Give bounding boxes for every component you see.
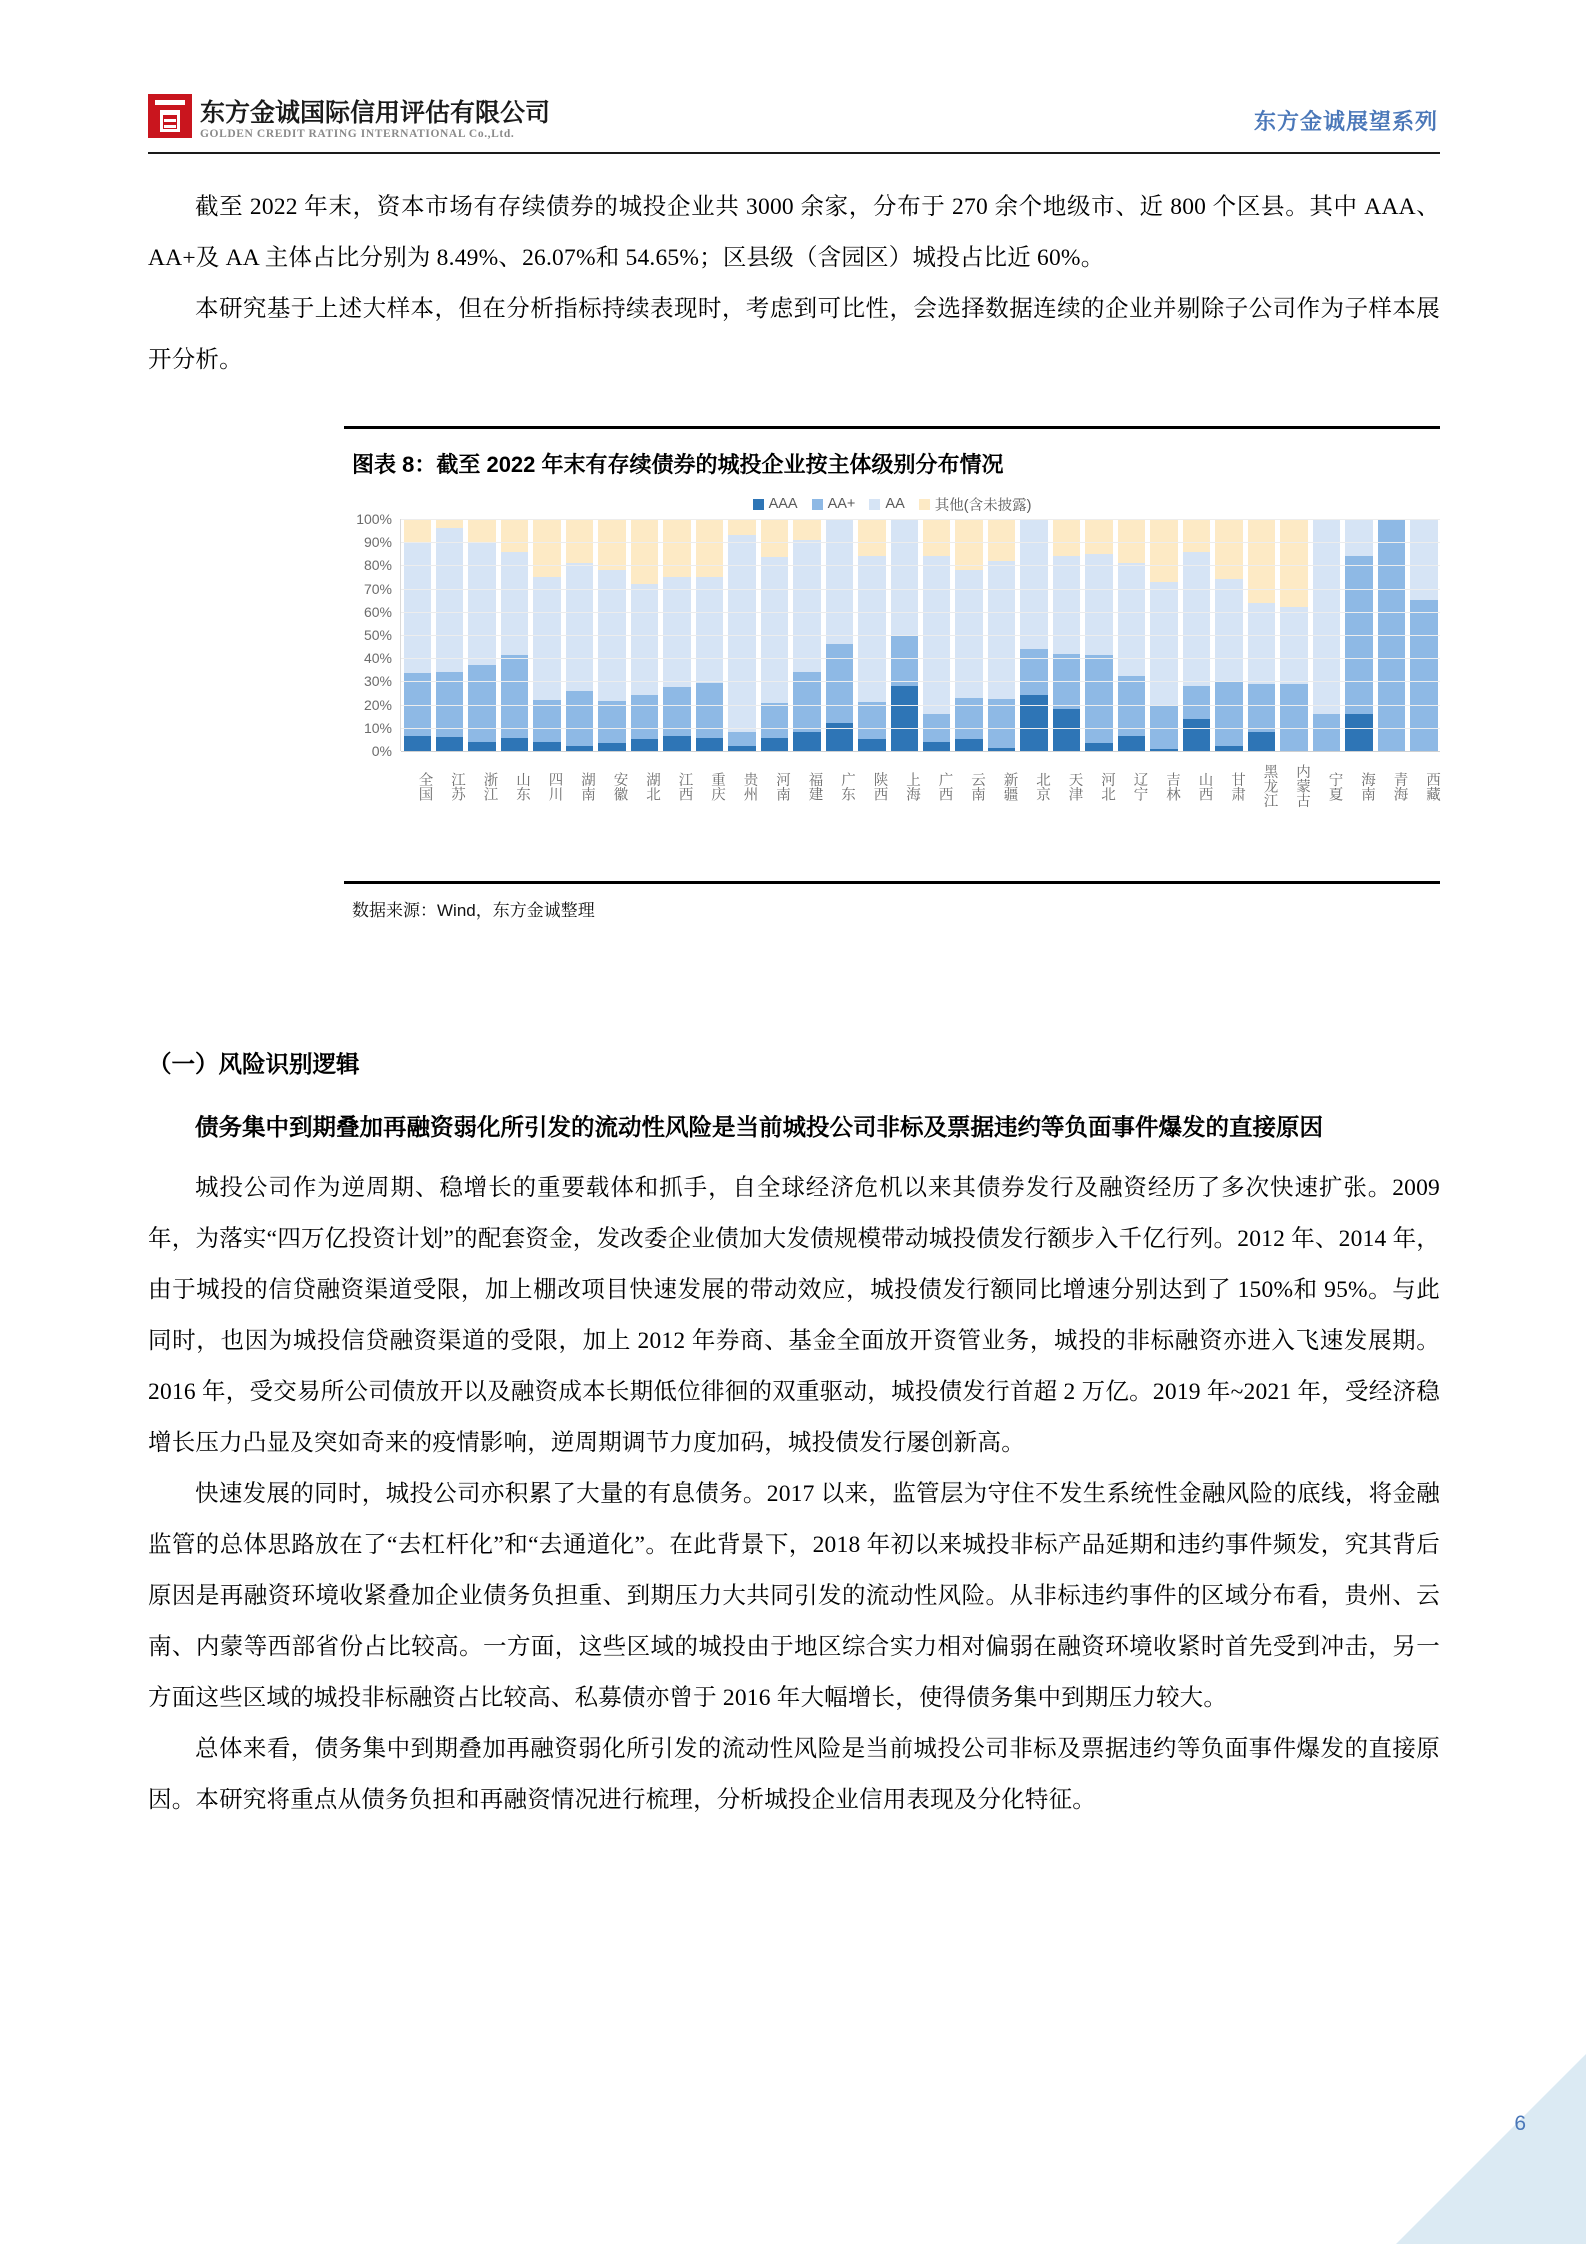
chart-bar-segment xyxy=(1215,579,1242,681)
logo-seal-icon xyxy=(148,94,192,138)
x-axis-tick-label: 浙江 xyxy=(481,771,498,801)
chart-gridline xyxy=(401,612,1440,613)
x-axis-tick-label: 黑龙江 xyxy=(1261,764,1278,808)
chart-bar-segment xyxy=(468,665,495,742)
chart-bar-segment xyxy=(1215,519,1242,579)
chart-bar-segment xyxy=(566,691,593,747)
chart-bar-segment xyxy=(1248,519,1275,603)
chart-bar-segment xyxy=(858,519,885,556)
chart-gridline xyxy=(401,565,1440,566)
chart-bar-segment xyxy=(696,577,723,683)
chart-bar-segment xyxy=(598,519,625,570)
document-body-lower xyxy=(148,1040,1440,1826)
legend-swatch-icon xyxy=(753,499,764,510)
y-axis-tick-label: 70% xyxy=(363,580,392,597)
chart-bar-segment xyxy=(793,732,820,751)
x-axis-tick-label: 山东 xyxy=(514,771,530,801)
x-axis-tick-label: 湖南 xyxy=(579,771,595,801)
figure-bottom-rule xyxy=(344,881,1440,884)
chart-bar-segment xyxy=(663,577,690,687)
x-axis-tick-label: 福建 xyxy=(806,771,823,801)
chart-bar-segment xyxy=(793,540,820,672)
x-axis-tick-label: 上海 xyxy=(904,771,920,801)
chart-bar-segment xyxy=(826,519,853,644)
chart-bar-segment xyxy=(891,686,918,751)
x-axis-tick-label: 河南 xyxy=(774,771,790,801)
legend-item xyxy=(919,494,1032,515)
chart-gridline xyxy=(401,658,1440,659)
chart-bar-segment xyxy=(404,542,431,673)
chart-bar-segment xyxy=(1280,607,1307,684)
chart-bar-segment xyxy=(1345,714,1372,751)
chart-bar-segment xyxy=(1150,582,1177,705)
chart-bar-segment xyxy=(663,519,690,577)
chart-bar-segment xyxy=(1118,736,1145,751)
logo-text-block xyxy=(200,98,551,141)
x-axis-tick-label: 江西 xyxy=(676,771,693,801)
chart-bar-segment xyxy=(826,644,853,723)
x-axis-tick-label: 四川 xyxy=(546,771,563,801)
x-axis-tick-label: 吉林 xyxy=(1164,771,1180,801)
x-axis-tick-label: 重庆 xyxy=(709,771,725,801)
chart-bar-segment xyxy=(566,563,593,691)
chart-bar-segment xyxy=(1150,519,1177,582)
chart-bar-segment xyxy=(533,742,560,751)
legend-swatch-icon xyxy=(812,499,823,510)
paragraph-1: 截至 2022 年末，资本市场有存续债券的城投企业共 3000 余家，分布于 270 余个地级市、近 800 个区县。其中 AAA、AA+及 AA 主体占比分别为 8.49%、26.07%和 54.65%；区县级（含园区）城投占比近 60%。 xyxy=(148,194,1440,271)
chart-bar-segment xyxy=(1313,519,1340,714)
section-heading: （一）风险识别逻辑 xyxy=(148,1051,360,1077)
y-axis-tick-label: 80% xyxy=(363,557,392,574)
chart-bar-segment xyxy=(1345,519,1372,556)
paragraph-4: 快速发展的同时，城投公司亦积累了大量的有息债务。2017 以来，监管层为守住不发生系统性金融风险的底线，将金融监管的总体思路放在了“去杠杆化”和“去通道化”。在此背景下，2018 年初以来城投非标产品延期和违约事件频发，究其背后原因是再融资环境收紧叠加企业债务负担重、到期压力大共同引发的流动性风险。从非标违约事件的区域分布看，贵州、云南、内蒙等西部省份占比较高。一方面，这些区域的城投由于地区综合实力相对偏弱在融资环境收紧时首先受到冲击，另一方面这些区域的城投非标融资占比较高、私募债亦曾于 2016 年大幅增长，使得债务集中到期压力较大。 xyxy=(148,1481,1440,1711)
chart-y-axis xyxy=(344,511,398,759)
chart-bar-segment xyxy=(468,542,495,665)
chart-bar-segment xyxy=(923,519,950,556)
chart-bar-segment xyxy=(598,743,625,751)
chart-bar-segment xyxy=(598,701,625,743)
x-axis-tick-label: 广西 xyxy=(936,771,953,801)
chart-gridline xyxy=(401,681,1440,682)
chart-x-axis xyxy=(400,757,1440,815)
chart-bar-segment xyxy=(955,739,982,751)
y-axis-tick-label: 10% xyxy=(363,719,392,736)
y-axis-tick-label: 60% xyxy=(363,603,392,620)
chart-gridline xyxy=(401,705,1440,706)
legend-label: 其他(含未披露) xyxy=(934,497,1032,514)
chart-plot xyxy=(344,511,1440,808)
chart-bar-segment xyxy=(1248,603,1275,684)
x-axis-tick-label: 新疆 xyxy=(1001,771,1018,801)
chart-bar-segment xyxy=(468,742,495,751)
chart-bar-segment xyxy=(501,519,528,551)
legend-swatch-icon xyxy=(869,499,880,510)
chart-bar-segment xyxy=(1020,519,1047,649)
figure-title: 图表 8：截至 2022 年末有存续债券的城投企业按主体级别分布情况 xyxy=(352,452,1004,477)
chart-bar-segment xyxy=(631,584,658,695)
chart-bar-segment xyxy=(501,552,528,655)
page-header xyxy=(148,78,1438,140)
legend-item xyxy=(753,496,798,512)
legend-item xyxy=(812,496,856,512)
chart-gridline xyxy=(401,519,1440,520)
chart-bar-segment xyxy=(631,519,658,584)
header-divider xyxy=(148,152,1440,154)
legend-item xyxy=(869,496,904,512)
chart-bar-segment xyxy=(761,738,788,751)
x-axis-tick-label: 甘肃 xyxy=(1229,771,1245,801)
chart-bar-segment xyxy=(501,738,528,751)
chart-bar-segment xyxy=(1150,705,1177,749)
y-axis-tick-label: 40% xyxy=(363,650,392,667)
chart-bar-segment xyxy=(761,519,788,557)
chart-bar-segment xyxy=(501,655,528,739)
x-axis-tick-label: 宁夏 xyxy=(1326,771,1343,801)
chart-bar-segment xyxy=(533,519,560,577)
chart-bar-segment xyxy=(858,739,885,751)
chart-bar-segment xyxy=(988,561,1015,699)
chart-gridline xyxy=(401,728,1440,729)
legend-label: AA+ xyxy=(827,496,856,512)
company-logo xyxy=(148,94,550,140)
chart-bar-segment xyxy=(436,519,463,528)
paragraph-3: 城投公司作为逆周期、稳增长的重要载体和抓手，自全球经济危机以来其债券发行及融资经历了多次快速扩张。2009 年，为落实“四万亿投资计划”的配套资金，发改委企业债加大发债规模带动城投债发行额步入千亿行列。2012 年、2014 年，由于城投的信贷融资渠道受限，加上棚改项目快速发展的带动效应，城投债发行额同比增速分别达到了 150%和 95%。与此同时，也因为城投信贷融资渠道的受限，加上 2012 年券商、基金全面放开资管业务，城投的非标融资亦进入飞速发展期。2016 年，受交易所公司债放开以及融资成本长期低位徘徊的双重驱动，城投债发行首超 2 万亿。2019 年~2021 年，受经济稳增长压力凸显及突如奇来的疫情影响，逆周期调节力度加码，城投债发行屡创新高。 xyxy=(148,1175,1440,1456)
y-axis-tick-label: 90% xyxy=(363,534,392,551)
chart-bar-segment xyxy=(696,683,723,739)
x-axis-tick-label: 陕西 xyxy=(871,771,888,801)
x-axis-tick-label: 河北 xyxy=(1099,771,1115,801)
chart-bar-segment xyxy=(436,737,463,751)
chart-bar-segment xyxy=(1085,519,1112,554)
chart-bar-segment xyxy=(1053,709,1080,751)
chart-bar-segment xyxy=(891,519,918,635)
x-axis-tick-label: 云南 xyxy=(969,771,985,801)
paragraph-2: 本研究基于上述大样本，但在分析指标持续表现时，考虑到可比性，会选择数据连续的企业并剔除子公司作为子样本展开分析。 xyxy=(148,296,1440,373)
paragraph-5: 总体来看，债务集中到期叠加再融资弱化所引发的流动性风险是当前城投公司非标及票据违约等负面事件爆发的直接原因。本研究将重点从债务负担和再融资情况进行梳理，分析城投企业信用表现及分化特征。 xyxy=(148,1736,1440,1813)
x-axis-tick-label: 北京 xyxy=(1034,771,1050,801)
chart-bar-segment xyxy=(858,556,885,702)
chart-bar-segment xyxy=(728,732,755,746)
chart-bar-segment xyxy=(858,702,885,739)
footer-corner-decoration xyxy=(1396,2054,1586,2244)
x-axis-tick-label: 广东 xyxy=(839,771,855,801)
x-axis-tick-label: 山西 xyxy=(1196,771,1213,801)
legend-label: AAA xyxy=(768,496,798,512)
chart-bar-segment xyxy=(1248,732,1275,751)
chart-bar-segment xyxy=(1280,519,1307,607)
chart-bar-segment xyxy=(955,519,982,570)
chart-bar-segment xyxy=(1313,714,1340,751)
chart-bar-segment xyxy=(1280,684,1307,751)
chart-bar-segment xyxy=(761,703,788,738)
chart-bar-segment xyxy=(1020,649,1047,695)
x-axis-tick-label: 天津 xyxy=(1066,771,1083,801)
chart-gridline xyxy=(401,542,1440,543)
chart-bar-segment xyxy=(696,519,723,577)
chart-legend xyxy=(344,493,1440,515)
y-axis-tick-label: 30% xyxy=(363,673,392,690)
y-axis-tick-label: 20% xyxy=(363,696,392,713)
chart-bar-segment xyxy=(891,635,918,686)
x-axis-tick-label: 内蒙古 xyxy=(1294,764,1310,808)
x-axis-tick-label: 全国 xyxy=(416,771,433,801)
figure-top-rule xyxy=(344,426,1440,429)
logo-company-name-cn: 东方金诚国际信用评估有限公司 xyxy=(200,98,551,127)
chart-bar-segment xyxy=(404,736,431,751)
chart-bar-segment xyxy=(1085,554,1112,655)
chart-bar-segment xyxy=(923,742,950,751)
chart-bar-segment xyxy=(1183,552,1210,687)
chart-bar-segment xyxy=(696,738,723,751)
chart-bar-segment xyxy=(1215,681,1242,746)
chart-bar-segment xyxy=(1085,743,1112,751)
chart-gridline xyxy=(401,635,1440,636)
x-axis-tick-label: 安徽 xyxy=(611,771,628,801)
legend-swatch-icon xyxy=(919,499,930,510)
chart-bar-segment xyxy=(1183,719,1210,751)
chart-bar-segment xyxy=(988,699,1015,748)
chart-bar-segment xyxy=(988,519,1015,561)
chart-bar-segment xyxy=(631,739,658,751)
chart-bar-segment xyxy=(1053,556,1080,653)
chart-bar-segment xyxy=(566,519,593,563)
chart-bar-segment xyxy=(468,519,495,542)
chart-bar-segment xyxy=(1183,519,1210,551)
figure-source: 数据来源：Wind，东方金诚整理 xyxy=(352,901,595,920)
logo-company-name-en: GOLDEN CREDIT RATING INTERNATIONAL Co.,Ltd. xyxy=(200,127,515,140)
x-axis-tick-label: 湖北 xyxy=(644,771,660,801)
chart-bar-segment xyxy=(728,519,755,535)
chart-bar-segment xyxy=(404,519,431,542)
header-series-title: 东方金诚展望系列 xyxy=(1253,109,1438,134)
chart-bar-segment xyxy=(436,528,463,672)
chart-bar-segment xyxy=(663,736,690,751)
chart-gridline xyxy=(401,589,1440,590)
page-number: 6 xyxy=(1514,2112,1526,2135)
chart-bar-segment xyxy=(793,519,820,540)
y-axis-tick-label: 0% xyxy=(371,743,392,759)
chart-bar-segment xyxy=(631,695,658,739)
y-axis-tick-label: 50% xyxy=(363,627,392,643)
x-axis-tick-label: 贵州 xyxy=(741,771,758,801)
chart-plot-area xyxy=(400,519,1440,751)
chart-gridline xyxy=(401,751,1440,752)
chart-bar-segment xyxy=(533,700,560,742)
chart-bar-segment xyxy=(1053,519,1080,556)
y-axis-tick-label: 100% xyxy=(356,511,392,527)
chart-bar-segment xyxy=(1085,655,1112,743)
x-axis-tick-label: 辽宁 xyxy=(1131,771,1148,801)
chart-bar-segment xyxy=(1118,519,1145,563)
x-axis-tick-label: 青海 xyxy=(1391,771,1408,801)
chart-bar-segment xyxy=(1183,686,1210,718)
legend-label: AA xyxy=(885,496,905,512)
chart-stacked-bar xyxy=(344,493,1440,808)
x-axis-tick-label: 江苏 xyxy=(449,771,465,801)
x-axis-tick-label: 海南 xyxy=(1359,771,1375,801)
figure-8 xyxy=(344,426,1440,921)
x-axis-tick-label: 西藏 xyxy=(1424,771,1440,801)
document-body xyxy=(148,182,1440,386)
sub-heading: 债务集中到期叠加再融资弱化所引发的流动性风险是当前城投公司非标及票据违约等负面事件爆发的直接原因 xyxy=(195,1114,1323,1140)
chart-bar-segment xyxy=(1248,684,1275,733)
